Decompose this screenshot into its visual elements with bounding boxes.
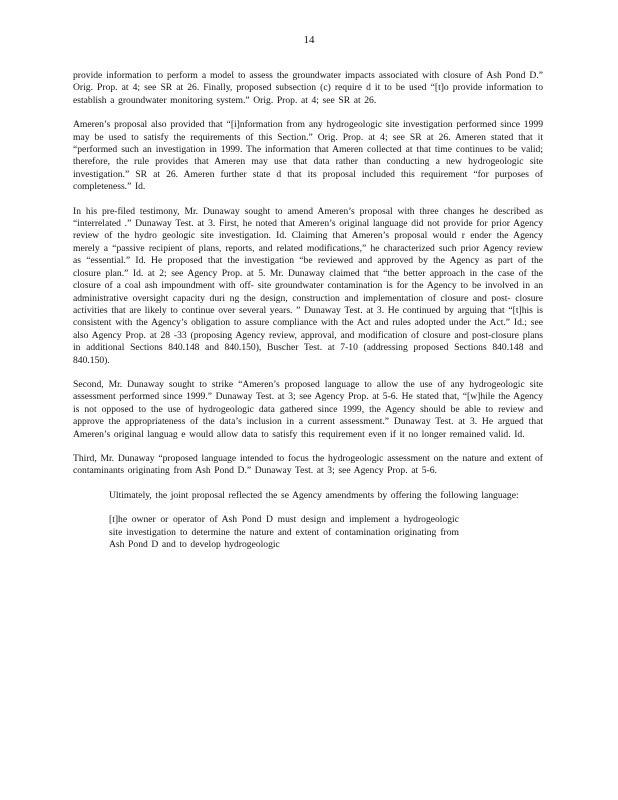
paragraph-3: In his pre-filed testimony, Mr. Dunaway sought to amend Ameren’s proposal with three changes he described as “interrelated .” Dunaway Test. at 3. First, he noted that Ameren’s original language did not provide for prior Agency review of the hydro geologic site investigation. Id. Claiming that Ameren’s proposal would r ender the Agency merely a “passive recipient of plans, reports, and related modifications,” he characterized such prior Agency review as “essential.” Id. He proposed that the investigation “be reviewed and approved by the Agency as part of the closure plan.” Id. at 2; see Agency Prop. at 5. Mr. Dunaway claimed that “the better approach in the case of the closure of a coal ash impoundment with off- site groundwater contamination is for the Agency to be involved in an administrative oversight capacity duri ng the design, construction and implementation of closure and post- closure activities that are likely to continue over several years. ” Dunaway Test. at 3. He continued by arguing that “[t]his is consistent with the Agency’s obligation to assure compliance with the Act and rules adopted under the Act.” Id.; see also Agency Prop. at 28 -33 (proposing Agency review, approval, and modification of closure and post-closure plans in additional Sections 840.148 and 840.150), Buscher Test. at 7-10 (addressing proposed Sections 840.148 and 840.150). bbox=[73, 205, 543, 366]
document-body bbox=[73, 70, 543, 551]
page-number: 14 bbox=[303, 34, 315, 46]
paragraph-2: Ameren’s proposal also provided that “[i]nformation from any hydrogeologic site investigation performed since 1999 may be used to satisfy the requirements of this Section.” Orig. Prop. at 4; see SR at 26. Ameren stated that it “performed such an investigation in 1999. The information that Ameren collected at that time continues to be valid; therefore, the rule provides that Ameren may use that data rather than conducting a new hydrogeologic site investigation.” SR at 26. Ameren further state d that its proposal included this requirement “for purposes of completeness.” Id. bbox=[73, 119, 543, 193]
paragraph-4: Second, Mr. Dunaway sought to strike “Ameren’s proposed language to allow the use of any hydrogeologic site assessment performed since 1999.” Dunaway Test. at 3; see Agency Prop. at 5-6. He stated that, “[w]hile the Agency is not opposed to the use of hydrogeologic data gathered since 1999, the Agency should be able to review and approve the appropriateness of the data’s inclusion in a current assessment.” Dunaway Test. at 3. He argued that Ameren’s original languag e would allow data to satisfy this requirement even if it no longer remained valid. Id. bbox=[73, 378, 543, 440]
paragraph-1: provide information to perform a model to assess the groundwater impacts associated with closure of Ash Pond D.” Orig. Prop. at 4; see SR at 26. Finally, proposed subsection (c) require d it to be used “[t]o provide information to establish a groundwater monitoring system.” Orig. Prop. at 4; see SR at 26. bbox=[73, 70, 543, 106]
block-quote: [t]he owner or operator of Ash Pond D must design and implement a hydrogeologic site investigation to determine the nature and extent of contamination originating from Ash Pond D and to develop hydrogeologic bbox=[109, 514, 459, 550]
paragraph-5: Third, Mr. Dunaway “proposed language intended to focus the hydrogeologic assessment on the nature and extent of contaminants originating from Ash Pond D.” Dunaway Test. at 3; see Agency Prop. at 5-6. bbox=[73, 452, 543, 477]
paragraph-6: Ultimately, the joint proposal reflected the se Agency amendments by offering the following language: bbox=[109, 489, 519, 501]
